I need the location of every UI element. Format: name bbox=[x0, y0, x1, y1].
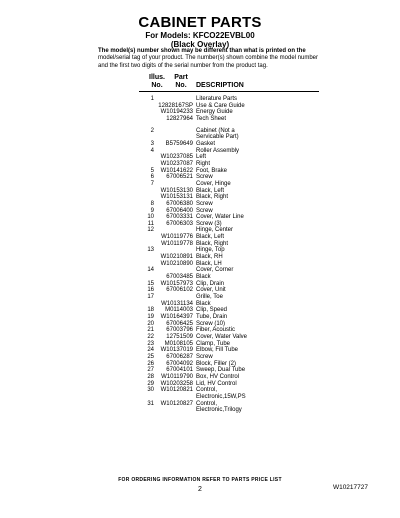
part-description: Hinge, Center bbox=[196, 227, 234, 234]
parts-row bbox=[140, 334, 330, 341]
part-description: Gasket bbox=[196, 140, 216, 147]
parts-row bbox=[140, 109, 330, 116]
illus-number: 30 bbox=[147, 387, 154, 394]
part-number: W10203258 bbox=[160, 380, 193, 387]
col-header-part bbox=[170, 74, 192, 90]
illus-number: 28 bbox=[147, 373, 154, 380]
parts-row bbox=[140, 321, 330, 328]
part-description: Elbow, Fill Tube bbox=[196, 347, 239, 354]
part-number: M0114003 bbox=[165, 307, 193, 314]
parts-row bbox=[140, 361, 330, 368]
parts-row bbox=[140, 401, 330, 408]
part-number: 67003485 bbox=[166, 274, 193, 281]
part-number: W10119776 bbox=[161, 234, 193, 241]
part-number bbox=[158, 267, 196, 274]
illus-number: 9 bbox=[150, 207, 154, 214]
part-description: Left bbox=[196, 154, 207, 161]
parts-row bbox=[140, 103, 330, 110]
illus-number bbox=[140, 274, 158, 281]
parts-row bbox=[140, 201, 330, 208]
notice-bold: The model(s) number shown may be different than what is printed on the bbox=[98, 48, 306, 54]
part-description: Servicable Part) bbox=[196, 134, 239, 141]
illus-number: 27 bbox=[147, 367, 154, 374]
illus-number: 6 bbox=[150, 174, 154, 181]
part-number: W10194233 bbox=[160, 109, 193, 116]
part-number: M0108105 bbox=[164, 340, 193, 347]
illus-number: 7 bbox=[150, 180, 154, 187]
footer-note: FOR ORDERING INFORMATION REFER TO PARTS PRICE LIST bbox=[118, 477, 282, 483]
part-description: Fiber, Acoustic bbox=[196, 327, 236, 334]
part-description: Cover, Unit bbox=[196, 287, 226, 294]
part-description: Block, Filler (2) bbox=[196, 360, 237, 367]
part-number: W10119790 bbox=[161, 373, 193, 380]
illus-number bbox=[140, 254, 158, 261]
part-number: W10153131 bbox=[160, 194, 193, 201]
part-number bbox=[158, 407, 196, 414]
col-header-illus-bottom: No. bbox=[151, 82, 163, 89]
part-number: W10137019 bbox=[160, 347, 193, 354]
part-number: W10210890 bbox=[160, 260, 193, 267]
part-number: 67006521 bbox=[166, 174, 193, 181]
illus-number bbox=[140, 194, 158, 201]
part-number: 67004101 bbox=[166, 367, 193, 374]
part-number: W10237087 bbox=[160, 160, 193, 167]
illus-number bbox=[140, 234, 158, 241]
parts-row bbox=[140, 394, 330, 401]
parts-row bbox=[140, 168, 330, 175]
part-number: W10141622 bbox=[160, 167, 193, 174]
illus-number: 8 bbox=[150, 200, 154, 207]
part-number: W10237085 bbox=[160, 154, 193, 161]
parts-row bbox=[140, 188, 330, 195]
part-number: 67006303 bbox=[166, 220, 193, 227]
part-description: Clip, Drain bbox=[196, 280, 225, 287]
illus-number: 24 bbox=[147, 347, 154, 354]
part-number: 67006102 bbox=[166, 287, 193, 294]
part-number bbox=[158, 394, 196, 401]
part-description: Cover, Hinge bbox=[196, 180, 231, 187]
parts-row bbox=[140, 254, 330, 261]
parts-row bbox=[140, 234, 330, 241]
illus-number: 16 bbox=[147, 287, 154, 294]
col-header-illus bbox=[143, 74, 171, 90]
part-description: Electronic,15W,PS bbox=[196, 393, 246, 400]
part-description: Energy Guide bbox=[196, 109, 233, 116]
part-description: Screw bbox=[196, 174, 213, 181]
parts-row bbox=[140, 208, 330, 215]
part-description: Black, LH bbox=[196, 260, 222, 267]
part-description: Tech Sheet bbox=[196, 115, 227, 122]
col-header-description: DESCRIPTION bbox=[196, 82, 244, 89]
parts-row bbox=[140, 354, 330, 361]
illus-number bbox=[140, 301, 158, 308]
illus-number: 15 bbox=[147, 280, 154, 287]
part-description: Screw bbox=[196, 353, 213, 360]
illus-number bbox=[140, 261, 158, 268]
part-description: Black, Right bbox=[196, 240, 229, 247]
illus-number bbox=[140, 154, 158, 161]
part-description: Black, Left bbox=[196, 234, 225, 241]
parts-row bbox=[140, 181, 330, 188]
illus-number bbox=[140, 116, 158, 123]
parts-row bbox=[140, 387, 330, 394]
illus-number bbox=[140, 394, 158, 401]
illus-number bbox=[140, 103, 158, 110]
part-number: 67004092 bbox=[166, 360, 193, 367]
illus-number: 3 bbox=[150, 140, 154, 147]
parts-row bbox=[140, 341, 330, 348]
part-number: 12828167SP bbox=[158, 102, 193, 109]
part-number: W10153130 bbox=[160, 187, 193, 194]
part-description: Black, RH bbox=[196, 254, 223, 261]
part-number: W10120821 bbox=[160, 387, 193, 394]
part-description: Black bbox=[196, 274, 211, 281]
parts-row bbox=[140, 294, 330, 301]
page-number: 2 bbox=[198, 486, 202, 493]
part-description: Black, Right bbox=[196, 194, 229, 201]
parts-row bbox=[140, 281, 330, 288]
part-description: Control, bbox=[196, 387, 218, 394]
part-description: Screw (10) bbox=[196, 320, 226, 327]
parts-row bbox=[140, 314, 330, 321]
illus-number: 14 bbox=[147, 267, 154, 274]
parts-row bbox=[140, 174, 330, 181]
illus-number: 4 bbox=[150, 147, 154, 154]
parts-row bbox=[140, 116, 330, 123]
part-description: Clip, Speed bbox=[196, 307, 228, 314]
parts-row bbox=[140, 287, 330, 294]
variant-line: (Black Overlay) bbox=[170, 40, 230, 49]
part-description: Use & Care Guide bbox=[196, 102, 245, 109]
parts-row bbox=[140, 194, 330, 201]
page-title: CABINET PARTS bbox=[138, 14, 262, 31]
part-number bbox=[158, 148, 196, 155]
part-number: 67006380 bbox=[166, 200, 193, 207]
part-number bbox=[158, 227, 196, 234]
part-number bbox=[158, 128, 196, 135]
parts-row bbox=[140, 128, 330, 135]
illus-number: 2 bbox=[150, 127, 154, 134]
part-description: Box, HV Control bbox=[196, 373, 240, 380]
parts-list bbox=[140, 96, 330, 414]
illus-number: 31 bbox=[147, 400, 154, 407]
part-number: W10119778 bbox=[161, 240, 193, 247]
illus-number: 20 bbox=[147, 320, 154, 327]
part-description: Cover, Corner bbox=[196, 267, 234, 274]
part-description: Hinge, Top bbox=[196, 247, 225, 254]
part-description: Cover, Water Line bbox=[196, 214, 244, 221]
model-notice bbox=[98, 48, 320, 70]
part-description: Grille, Toe bbox=[196, 294, 223, 301]
illus-number: 11 bbox=[147, 220, 154, 227]
part-description: Cabinet (Not a bbox=[196, 127, 235, 134]
part-description: Foot, Brake bbox=[196, 167, 228, 174]
part-description: Right bbox=[196, 160, 211, 167]
illus-number: 10 bbox=[147, 214, 154, 221]
parts-row bbox=[140, 381, 330, 388]
parts-row bbox=[140, 327, 330, 334]
illus-number bbox=[140, 134, 158, 141]
illus-number bbox=[140, 161, 158, 168]
illus-number: 13 bbox=[147, 247, 154, 254]
illus-number: 29 bbox=[147, 380, 154, 387]
part-description: Cover, Water Valve bbox=[196, 333, 248, 340]
parts-row bbox=[140, 148, 330, 155]
part-number: W10210891 bbox=[160, 254, 193, 261]
illus-number: 26 bbox=[147, 360, 154, 367]
illus-number bbox=[140, 241, 158, 248]
parts-row bbox=[140, 96, 330, 103]
part-number: W10120827 bbox=[160, 400, 193, 407]
parts-row bbox=[140, 307, 330, 314]
part-description: Black bbox=[196, 300, 211, 307]
part-number bbox=[158, 294, 196, 301]
illus-number: 23 bbox=[147, 340, 154, 347]
parts-row bbox=[140, 241, 330, 248]
part-number: W10131134 bbox=[161, 300, 193, 307]
parts-row bbox=[140, 214, 330, 221]
parts-row bbox=[140, 407, 330, 414]
part-number: 67006400 bbox=[166, 207, 193, 214]
part-number: 12827964 bbox=[166, 115, 193, 122]
parts-row bbox=[140, 221, 330, 228]
parts-row bbox=[140, 374, 330, 381]
parts-row bbox=[140, 247, 330, 254]
parts-row bbox=[140, 154, 330, 161]
parts-row bbox=[140, 141, 330, 148]
illus-number: 12 bbox=[147, 227, 154, 234]
parts-row bbox=[140, 347, 330, 354]
part-description: Literature Parts bbox=[196, 96, 238, 102]
models-line: For Models: KFCO22EVBL00 bbox=[145, 31, 255, 40]
col-header-part-bottom: No. bbox=[175, 82, 187, 89]
part-description: Electronic,Trilogy bbox=[196, 407, 242, 414]
part-number: W10164397 bbox=[160, 314, 193, 320]
illus-number: 1 bbox=[150, 96, 154, 102]
parts-row bbox=[140, 161, 330, 168]
part-description: Screw bbox=[196, 207, 213, 214]
part-number: B5759649 bbox=[165, 140, 193, 147]
part-number: 67006287 bbox=[166, 353, 193, 360]
parts-row bbox=[140, 261, 330, 268]
part-number: 12751509 bbox=[166, 333, 193, 340]
part-number bbox=[158, 134, 196, 141]
illus-number: 18 bbox=[147, 307, 154, 314]
illus-number: 25 bbox=[147, 353, 154, 360]
part-description: Clamp, Tube bbox=[196, 340, 231, 347]
illus-number bbox=[140, 188, 158, 195]
illus-number: 22 bbox=[147, 333, 154, 340]
col-header-illus-top: Illus. bbox=[149, 74, 165, 81]
illus-number: 5 bbox=[150, 167, 154, 174]
illus-number: 17 bbox=[147, 294, 154, 301]
part-number: 67003796 bbox=[166, 327, 193, 334]
part-description: Control, bbox=[196, 400, 218, 407]
part-number bbox=[158, 247, 196, 254]
illus-number: 19 bbox=[147, 314, 154, 320]
part-number bbox=[158, 96, 196, 103]
illus-number bbox=[140, 407, 158, 414]
illus-number: 21 bbox=[147, 327, 154, 334]
notice-rest: model/serial tag of your product. The number(s) shown combine the model number and the first two digits of the serial number from the product tag. bbox=[98, 55, 318, 69]
part-description: Lid, HV Control bbox=[196, 380, 237, 387]
part-number: 67006425 bbox=[166, 320, 193, 327]
part-description: Screw bbox=[196, 200, 213, 207]
part-number bbox=[158, 181, 196, 188]
col-header-part-top: Part bbox=[174, 74, 188, 81]
part-description: Roller Assembly bbox=[196, 147, 240, 154]
part-description: Tube, Drain bbox=[196, 314, 228, 320]
illus-number bbox=[140, 109, 158, 116]
parts-row bbox=[140, 367, 330, 374]
part-description: Sweep, Dual Tube bbox=[196, 367, 246, 374]
parts-row bbox=[140, 134, 330, 141]
parts-row bbox=[140, 227, 330, 234]
part-number: 67003331 bbox=[166, 214, 193, 221]
document-number: W10217727 bbox=[332, 484, 368, 491]
part-number: W10157973 bbox=[160, 280, 193, 287]
parts-row bbox=[140, 274, 330, 281]
parts-row bbox=[140, 301, 330, 308]
part-description: Black, Left bbox=[196, 187, 225, 194]
parts-row bbox=[140, 267, 330, 274]
part-description: Screw (3) bbox=[196, 220, 222, 227]
header-rule bbox=[139, 91, 319, 92]
